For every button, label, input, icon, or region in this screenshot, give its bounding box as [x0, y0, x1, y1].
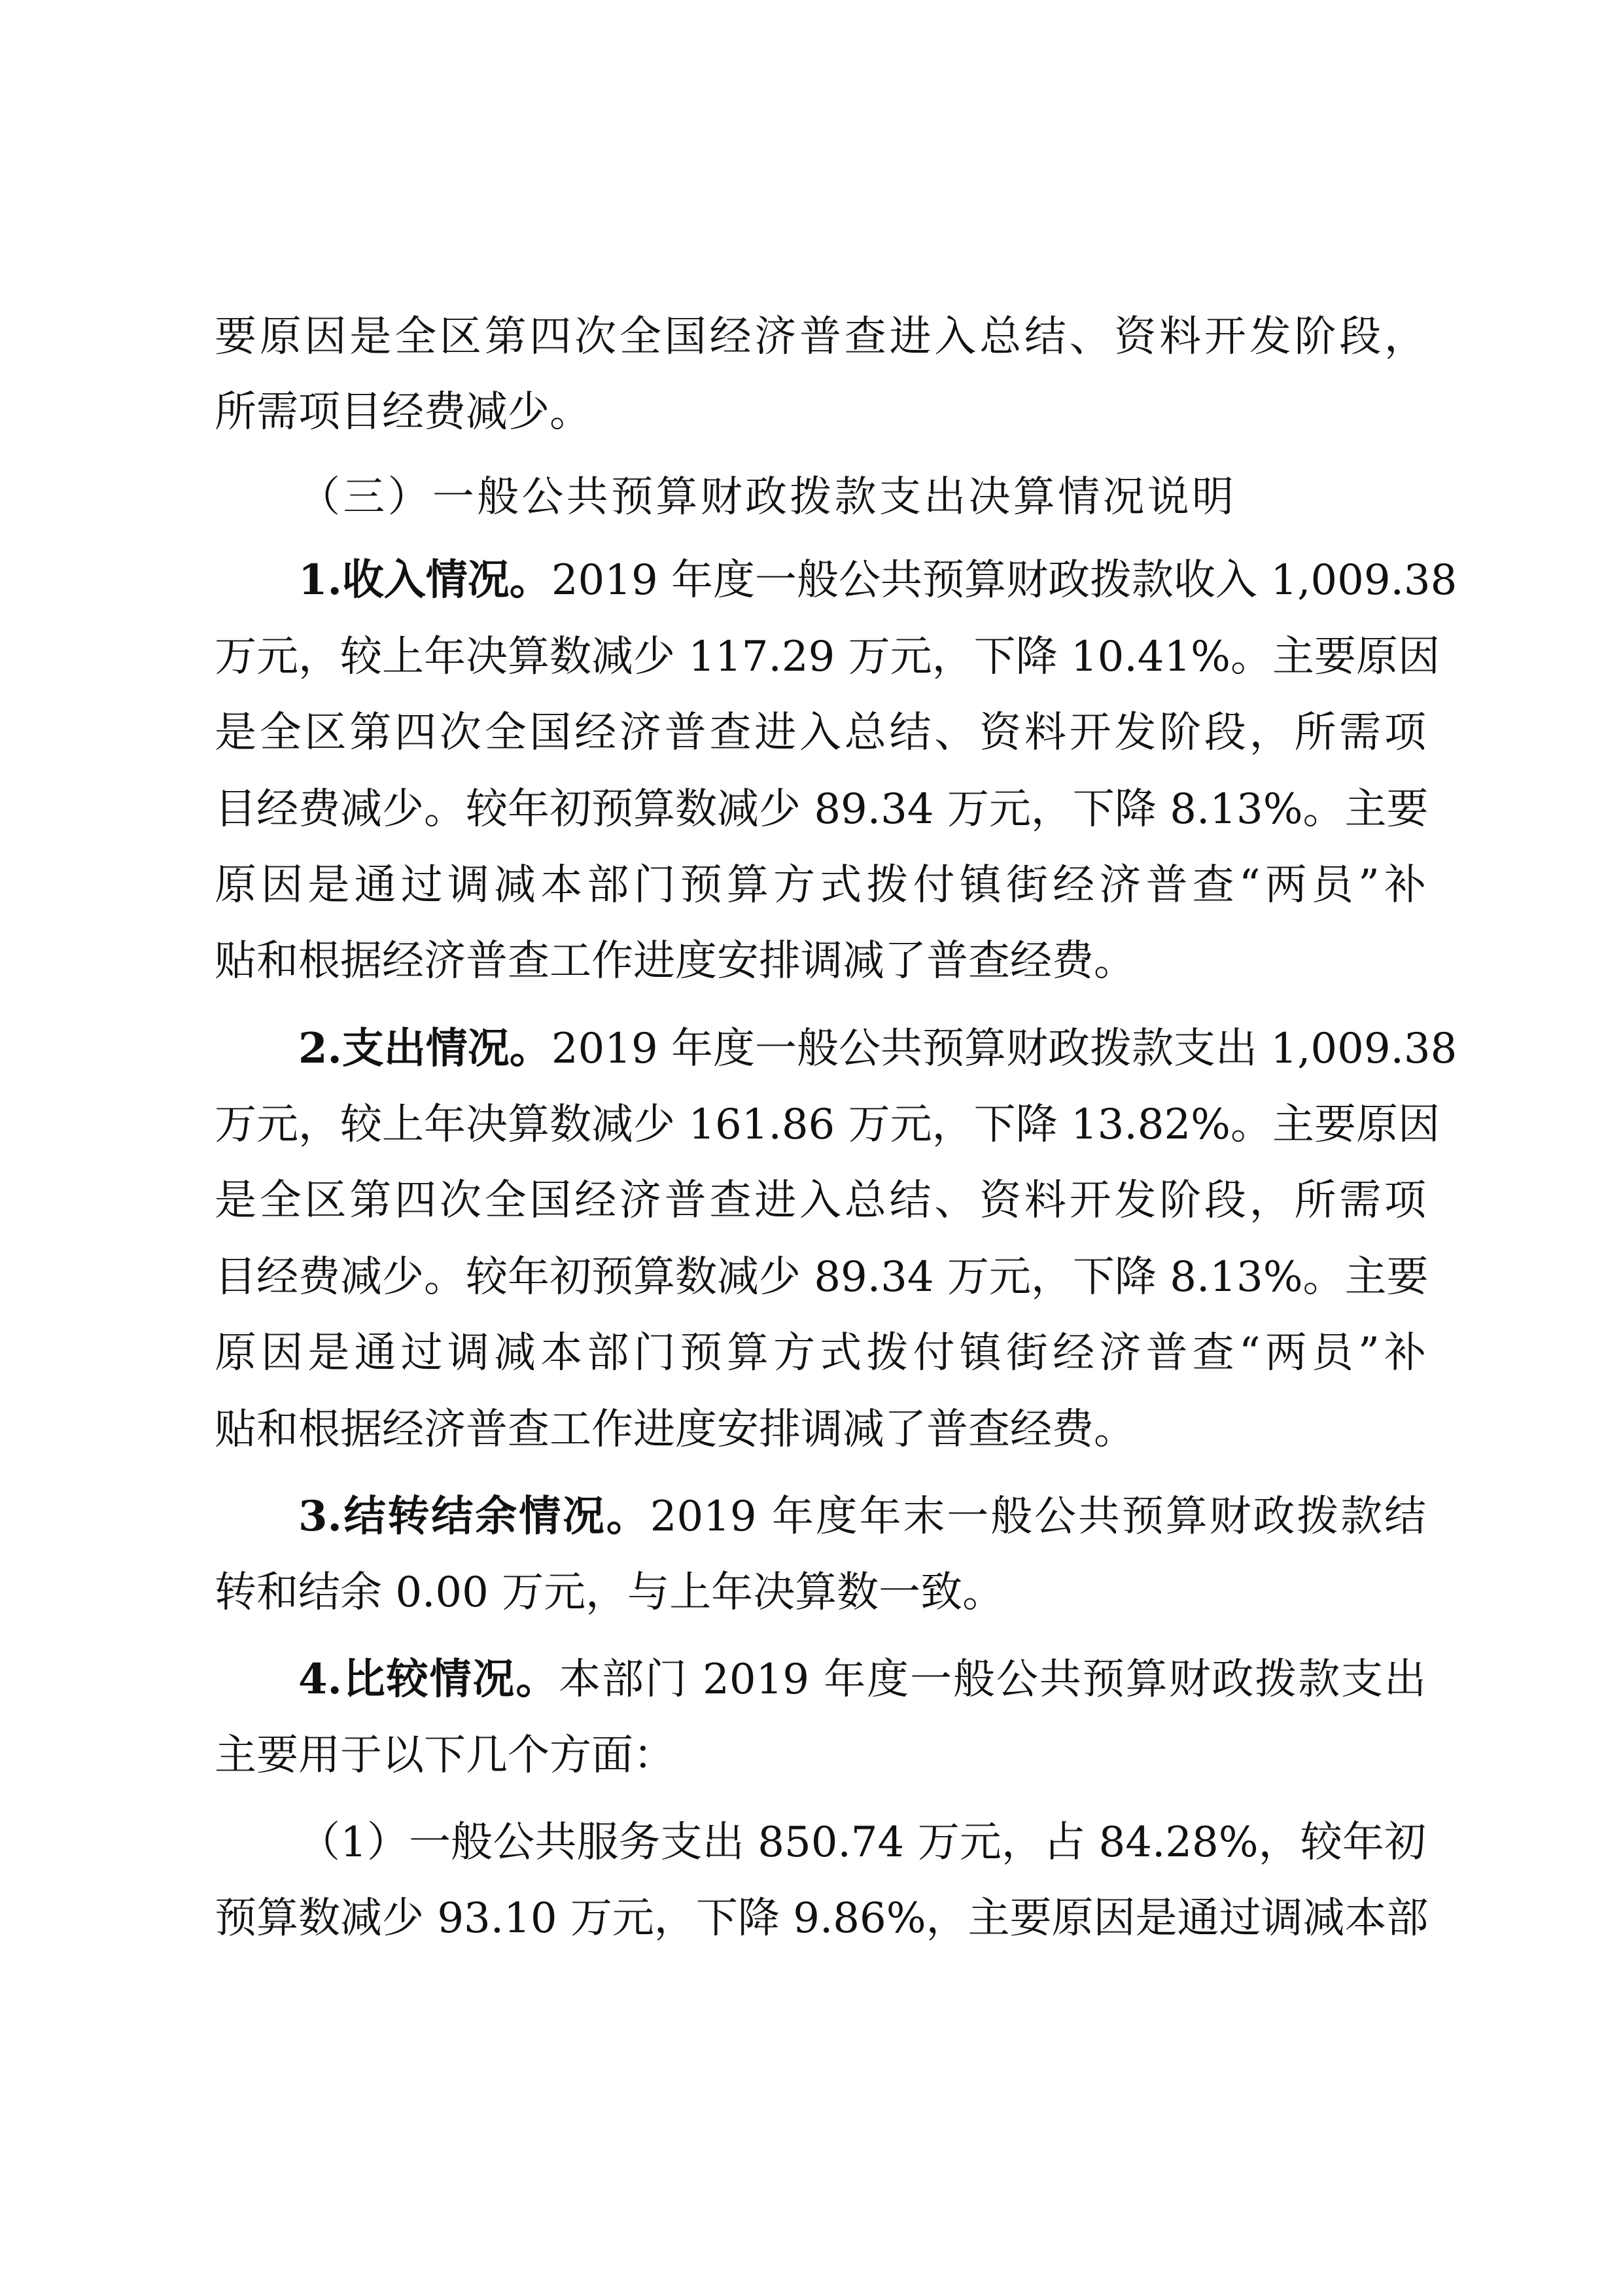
comparison-text: 本部门 2019 年度一般公共预算财政拨款支出 [559, 1655, 1426, 1704]
paragraph-line [298, 1017, 1457, 1080]
paragraph-line: 转和结余 0.00 万元，与上年决算数一致。 [215, 1568, 1005, 1617]
paragraph-line: 预算数减少 93.10 万元，下降 9.86%，主要原因是通过调减本部 [215, 1894, 1429, 1943]
paragraph-line: 贴和根据经济普查工作进度安排调减了普查经费。 [215, 937, 1136, 985]
income-text: 2019 年度一般公共预算财政拨款收入 1,009.38 [551, 556, 1457, 605]
paragraph-line: 是全区第四次全国经济普查进入总结、资料开发阶段，所需项 [215, 709, 1426, 757]
section-heading: （三）一般公共预算财政拨款支出决算情况说明 [298, 473, 1234, 521]
paragraph-line [298, 1485, 1426, 1548]
carryover-text: 2019 年度年末一般公共预算财政拨款结 [650, 1492, 1427, 1541]
expenditure-text: 2019 年度一般公共预算财政拨款支出 1,009.38 [551, 1025, 1457, 1073]
carryover-lead: 3.结转结余情况。 [298, 1492, 650, 1541]
expenditure-lead: 2.支出情况。 [298, 1024, 551, 1073]
paragraph-line: 所需项目经费减少。 [215, 388, 591, 436]
paragraph-line [298, 1648, 1426, 1711]
paragraph-line: 要原因是全区第四次全国经济普查进入总结、资料开发阶段， [215, 313, 1426, 361]
income-lead: 1.收入情况。 [298, 556, 551, 605]
paragraph-line: 万元，较上年决算数减少 117.29 万元，下降 10.41%。主要原因 [215, 633, 1440, 681]
paragraph-line: 原因是通过调减本部门预算方式拨付镇街经济普查“两员”补 [215, 861, 1426, 910]
paragraph-line: 目经费减少。较年初预算数减少 89.34 万元，下降 8.13%。主要 [215, 785, 1429, 834]
paragraph-line: 目经费减少。较年初预算数减少 89.34 万元，下降 8.13%。主要 [215, 1253, 1429, 1301]
paragraph-line: 是全区第四次全国经济普查进入总结、资料开发阶段，所需项 [215, 1176, 1426, 1225]
comparison-lead: 4.比较情况。 [298, 1655, 559, 1704]
paragraph-line: 万元，较上年决算数减少 161.86 万元，下降 13.82%。主要原因 [215, 1101, 1440, 1149]
paragraph-line: （1）一般公共服务支出 850.74 万元，占 84.28%，较年初 [298, 1818, 1426, 1867]
paragraph-line [298, 549, 1457, 612]
paragraph-line: 主要用于以下几个方面： [215, 1731, 675, 1780]
paragraph-line: 贴和根据经济普查工作进度安排调减了普查经费。 [215, 1405, 1136, 1454]
paragraph-line: 原因是通过调减本部门预算方式拨付镇街经济普查“两员”补 [215, 1329, 1426, 1377]
